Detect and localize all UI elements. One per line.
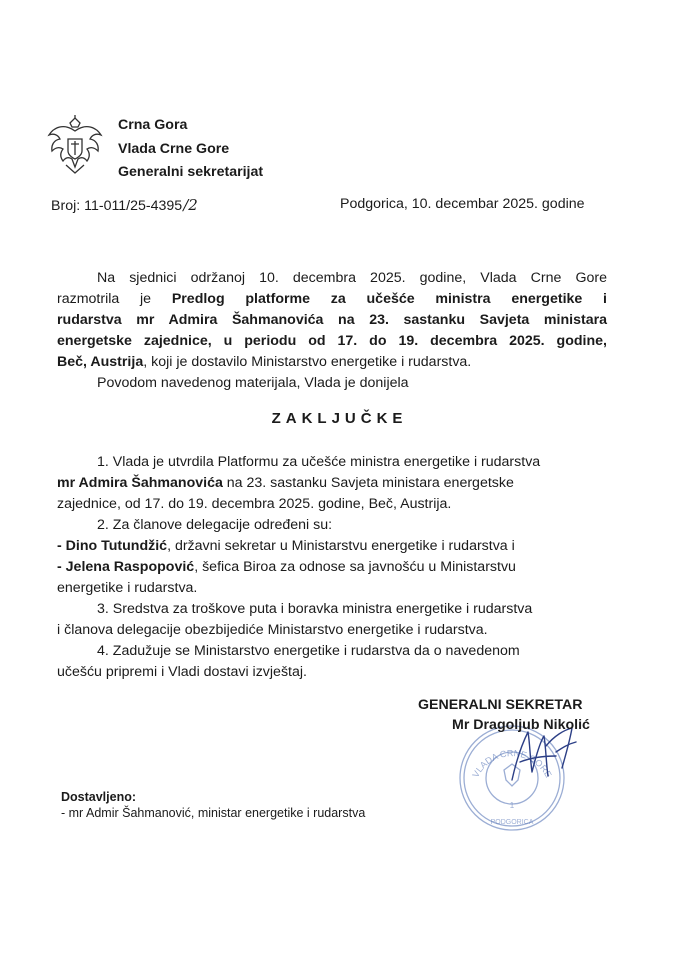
intro-line: Na sjednici održanoj 10. decembra 2025. godine, Vlada Crne Gore (97, 270, 607, 286)
signatory-name: Mr Dragoljub Nikolić (452, 717, 590, 733)
conclusion-line: energetike i rudarstva. (57, 580, 198, 596)
stamp-number: 1 (509, 801, 515, 810)
stamp-bottom-text: PODGORICA (490, 819, 534, 826)
conclusion-line: 2. Za članove delegacije određeni su: (97, 517, 333, 533)
header-block (118, 114, 263, 185)
reference-label: Broj: 11-011/25-4395 (51, 198, 183, 214)
intro-line: Beč, Austrija, koji je dostavilo Ministarstvo energetike i rudarstva. (57, 354, 472, 370)
conclusions-list (57, 452, 617, 683)
conclusion-line: mr Admira Šahmanovića na 23. sastanku Savjeta ministara energetske (57, 475, 514, 491)
document-date: Podgorica, 10. decembar 2025. godine (340, 196, 585, 212)
conclusion-line: 1. Vlada je utvrdila Platformu za učešće ministra energetike i rudarstva (97, 454, 541, 470)
conclusion-line: 3. Sredstva za troškove puta i boravka ministra energetike i rudarstva (97, 601, 533, 617)
conclusion-line: i članova delegacije obezbijediće Ministarstvo energetike i rudarstva. (57, 622, 488, 638)
signatory-title: GENERALNI SEKRETAR (418, 697, 583, 713)
intro-line: energetske zajednice, u periodu od 17. do 19. decembra 2025. godine, (57, 333, 607, 349)
country-name: Crna Gora (118, 117, 188, 133)
intro-line: rudarstva mr Admira Šahmanovića na 23. sastanku Savjeta ministara (57, 312, 607, 328)
conclusion-line: 4. Zadužuje se Ministarstvo energetike i rudarstva da o navedenom (97, 643, 520, 659)
intro-line: Povodom navedenog materijala, Vlada je donijela (97, 375, 409, 391)
intro-line: razmotrila je Predlog platforme za učešće ministra energetike i (57, 291, 607, 307)
conclusion-line: učešću pripremi i Vladi dostavi izvještaj. (57, 664, 307, 680)
conclusions-title: ZAKLJUČKE (271, 410, 408, 427)
conclusion-line: - Dino Tutundžić, državni sekretar u Ministarstvu energetike i rudarstva i (57, 538, 515, 554)
distribution-item: - mr Admir Šahmanović, ministar energetike i rudarstva (61, 806, 366, 820)
conclusion-line: zajednice, od 17. do 19. decembra 2025. godine, Beč, Austrija. (57, 496, 452, 512)
stamp-top-text: VLADA CRNE GORE (470, 748, 554, 780)
distribution-label: Dostavljeno: (61, 790, 137, 804)
coat-of-arms-icon (46, 115, 104, 175)
reference-handwritten-suffix: /2 (183, 196, 198, 214)
government-name: Vlada Crne Gore (118, 140, 230, 157)
conclusion-line: - Jelena Raspopović, šefica Biroa za odnose sa javnošću u Ministarstvu (57, 559, 516, 575)
reference-number (51, 196, 198, 214)
intro-paragraph (57, 268, 607, 394)
secretariat-name: Generalni sekretarijat (118, 164, 264, 180)
